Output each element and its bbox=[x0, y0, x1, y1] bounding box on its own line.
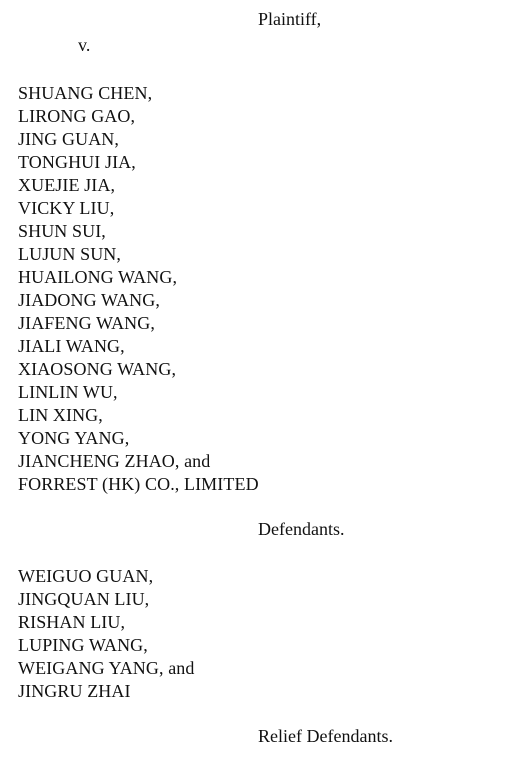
defendant-name: JIADONG WANG, bbox=[18, 290, 160, 310]
defendant-name: JIAFENG WANG, bbox=[18, 313, 155, 333]
defendant-name: JIALI WANG, bbox=[18, 336, 125, 356]
defendant-name: LIN XING, bbox=[18, 405, 103, 425]
defendant-name: LUJUN SUN, bbox=[18, 244, 122, 264]
relief-defendant-name: WEIGANG YANG, and bbox=[18, 658, 195, 678]
defendant-name: LINLIN WU, bbox=[18, 382, 118, 402]
relief-defendant-name: JINGRU ZHAI bbox=[18, 681, 131, 701]
plaintiff-label: Plaintiff, bbox=[258, 9, 322, 29]
defendant-name: XIAOSONG WANG, bbox=[18, 359, 177, 379]
defendant-name: LIRONG GAO, bbox=[18, 106, 136, 126]
defendant-name: JIANCHENG ZHAO, and bbox=[18, 451, 211, 471]
relief-defendants-label: Relief Defendants. bbox=[258, 726, 393, 746]
defendant-name: XUEJIE JIA, bbox=[18, 175, 116, 195]
relief-defendant-name: RISHAN LIU, bbox=[18, 612, 126, 632]
defendant-name: YONG YANG, bbox=[18, 428, 130, 448]
defendant-name: TONGHUI JIA, bbox=[18, 152, 136, 172]
defendant-name: SHUANG CHEN, bbox=[18, 83, 153, 103]
defendant-name: SHUN SUI, bbox=[18, 221, 106, 241]
relief-defendant-name: WEIGUO GUAN, bbox=[18, 566, 154, 586]
defendants-label: Defendants. bbox=[258, 519, 345, 539]
defendant-name: FORREST (HK) CO., LIMITED bbox=[18, 474, 259, 494]
defendant-name: VICKY LIU, bbox=[18, 198, 115, 218]
relief-defendant-name: JINGQUAN LIU, bbox=[18, 589, 150, 609]
defendant-name: JING GUAN, bbox=[18, 129, 119, 149]
defendant-name: HUAILONG WANG, bbox=[18, 267, 178, 287]
versus-label: v. bbox=[78, 35, 91, 55]
relief-defendant-name: LUPING WANG, bbox=[18, 635, 148, 655]
